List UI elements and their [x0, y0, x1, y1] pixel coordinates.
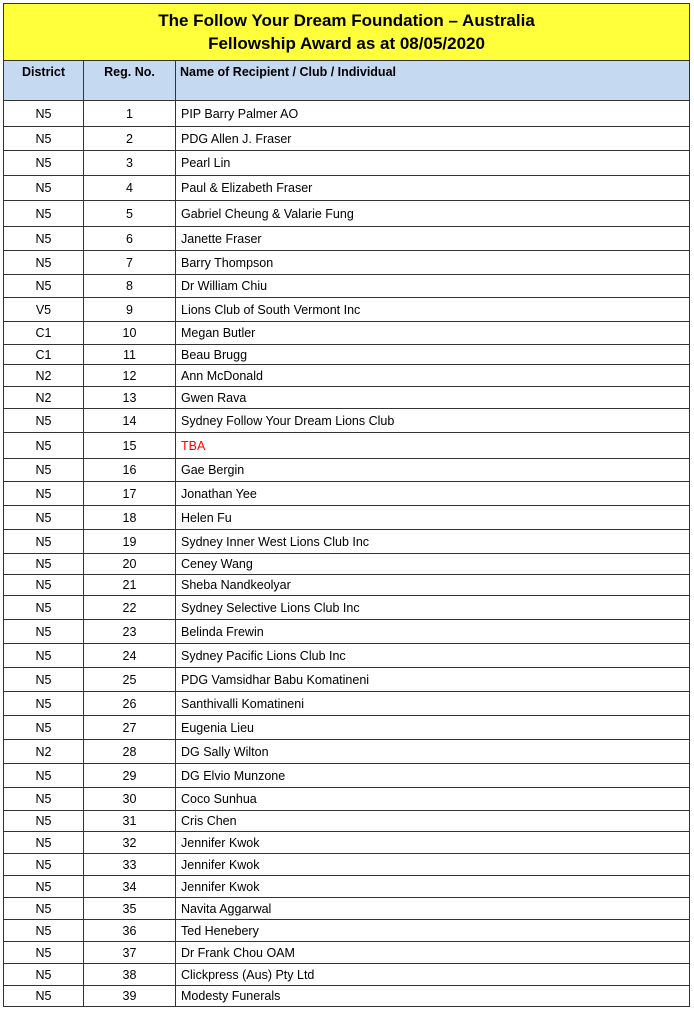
district-cell: N5 — [4, 716, 84, 740]
table-row — [4, 322, 690, 345]
district-cell: N5 — [4, 596, 84, 620]
recipient-name-cell: Sheba Nandkeolyar — [176, 575, 690, 596]
district-cell: N2 — [4, 365, 84, 387]
reg-no-cell: 23 — [84, 620, 176, 644]
reg-no-cell: 17 — [84, 482, 176, 506]
table-row — [4, 365, 690, 387]
table-row — [4, 575, 690, 596]
recipient-name-cell: Gae Bergin — [176, 459, 690, 482]
column-header-reg-no: Reg. No. — [84, 61, 176, 101]
table-row — [4, 740, 690, 764]
recipient-name-cell: DG Elvio Munzone — [176, 764, 690, 788]
table-row — [4, 151, 690, 176]
district-cell: N5 — [4, 620, 84, 644]
reg-no-cell: 3 — [84, 151, 176, 176]
reg-no-cell: 39 — [84, 986, 176, 1007]
reg-no-cell: 7 — [84, 251, 176, 275]
recipient-name-cell: Helen Fu — [176, 506, 690, 530]
table-row — [4, 811, 690, 832]
district-cell: N5 — [4, 251, 84, 275]
recipient-name-cell: Gabriel Cheung & Valarie Fung — [176, 201, 690, 227]
table-row — [4, 554, 690, 575]
sheet-title — [4, 4, 690, 61]
table-row — [4, 101, 690, 127]
table-row — [4, 964, 690, 986]
reg-no-cell: 21 — [84, 575, 176, 596]
reg-no-cell: 35 — [84, 898, 176, 920]
recipient-name-cell: Belinda Frewin — [176, 620, 690, 644]
reg-no-cell: 6 — [84, 227, 176, 251]
district-cell: N5 — [4, 644, 84, 668]
recipient-name-cell: Ceney Wang — [176, 554, 690, 575]
district-cell: N5 — [4, 554, 84, 575]
table-row — [4, 788, 690, 811]
table-row — [4, 298, 690, 322]
table-body — [4, 101, 690, 1007]
recipient-name-cell: Sydney Pacific Lions Club Inc — [176, 644, 690, 668]
table-row — [4, 275, 690, 298]
district-cell: N5 — [4, 433, 84, 459]
table-row — [4, 433, 690, 459]
table-row — [4, 854, 690, 876]
reg-no-cell: 18 — [84, 506, 176, 530]
recipient-name-cell: Sydney Selective Lions Club Inc — [176, 596, 690, 620]
reg-no-cell: 26 — [84, 692, 176, 716]
district-cell: N5 — [4, 920, 84, 942]
district-cell: N2 — [4, 387, 84, 409]
title-line-1: The Follow Your Dream Foundation – Australia — [158, 11, 535, 30]
recipient-name-cell: PDG Vamsidhar Babu Komatineni — [176, 668, 690, 692]
reg-no-cell: 31 — [84, 811, 176, 832]
district-cell: N5 — [4, 986, 84, 1007]
reg-no-cell: 32 — [84, 832, 176, 854]
recipient-name-cell: Megan Butler — [176, 322, 690, 345]
table-row — [4, 409, 690, 433]
table-row — [4, 387, 690, 409]
table-row — [4, 620, 690, 644]
reg-no-cell: 10 — [84, 322, 176, 345]
district-cell: N5 — [4, 788, 84, 811]
recipient-name-cell: Navita Aggarwal — [176, 898, 690, 920]
reg-no-cell: 16 — [84, 459, 176, 482]
recipient-name-cell: Janette Fraser — [176, 227, 690, 251]
fellowship-award-sheet — [3, 3, 689, 1007]
recipient-name-cell: Ted Henebery — [176, 920, 690, 942]
recipient-name-cell: TBA — [176, 433, 690, 459]
table-row — [4, 942, 690, 964]
recipient-name-cell: Coco Sunhua — [176, 788, 690, 811]
table-row — [4, 482, 690, 506]
reg-no-cell: 4 — [84, 176, 176, 201]
table-row — [4, 764, 690, 788]
recipient-name-cell: Lions Club of South Vermont Inc — [176, 298, 690, 322]
table-row — [4, 596, 690, 620]
district-cell: C1 — [4, 322, 84, 345]
recipient-name-cell: Jonathan Yee — [176, 482, 690, 506]
table-row — [4, 227, 690, 251]
reg-no-cell: 34 — [84, 876, 176, 898]
district-cell: N5 — [4, 942, 84, 964]
district-cell: N5 — [4, 409, 84, 433]
recipient-name-cell: Jennifer Kwok — [176, 832, 690, 854]
recipient-name-cell: Barry Thompson — [176, 251, 690, 275]
recipient-name-cell: Sydney Inner West Lions Club Inc — [176, 530, 690, 554]
district-cell: N5 — [4, 832, 84, 854]
table-row — [4, 127, 690, 151]
table-row — [4, 506, 690, 530]
reg-no-cell: 30 — [84, 788, 176, 811]
reg-no-cell: 8 — [84, 275, 176, 298]
recipient-name-cell: Cris Chen — [176, 811, 690, 832]
reg-no-cell: 13 — [84, 387, 176, 409]
district-cell: N5 — [4, 127, 84, 151]
recipient-name-cell: Clickpress (Aus) Pty Ltd — [176, 964, 690, 986]
table-row — [4, 644, 690, 668]
column-header-district: District — [4, 61, 84, 101]
table-row — [4, 530, 690, 554]
table-row — [4, 832, 690, 854]
district-cell: N5 — [4, 898, 84, 920]
table-row — [4, 459, 690, 482]
recipient-name-cell: Ann McDonald — [176, 365, 690, 387]
reg-no-cell: 19 — [84, 530, 176, 554]
district-cell: N5 — [4, 668, 84, 692]
reg-no-cell: 12 — [84, 365, 176, 387]
table-row — [4, 176, 690, 201]
table-row — [4, 876, 690, 898]
district-cell: N5 — [4, 459, 84, 482]
district-cell: N2 — [4, 740, 84, 764]
column-header-name: Name of Recipient / Club / Individual — [176, 61, 690, 101]
recipient-name-cell: Pearl Lin — [176, 151, 690, 176]
reg-no-cell: 27 — [84, 716, 176, 740]
district-cell: N5 — [4, 275, 84, 298]
reg-no-cell: 22 — [84, 596, 176, 620]
recipient-name-cell: Modesty Funerals — [176, 986, 690, 1007]
district-cell: N5 — [4, 201, 84, 227]
reg-no-cell: 33 — [84, 854, 176, 876]
reg-no-cell: 38 — [84, 964, 176, 986]
recipient-name-cell: Jennifer Kwok — [176, 876, 690, 898]
district-cell: N5 — [4, 506, 84, 530]
table-row — [4, 898, 690, 920]
district-cell: N5 — [4, 692, 84, 716]
recipient-name-cell: PIP Barry Palmer AO — [176, 101, 690, 127]
table-row — [4, 345, 690, 365]
district-cell: N5 — [4, 482, 84, 506]
recipient-name-cell: PDG Allen J. Fraser — [176, 127, 690, 151]
district-cell: N5 — [4, 151, 84, 176]
title-row — [4, 4, 690, 61]
reg-no-cell: 11 — [84, 345, 176, 365]
reg-no-cell: 37 — [84, 942, 176, 964]
recipient-name-cell: Gwen Rava — [176, 387, 690, 409]
reg-no-cell: 25 — [84, 668, 176, 692]
table-row — [4, 201, 690, 227]
reg-no-cell: 5 — [84, 201, 176, 227]
header-row — [4, 61, 690, 101]
district-cell: N5 — [4, 101, 84, 127]
recipient-name-cell: Dr William Chiu — [176, 275, 690, 298]
district-cell: N5 — [4, 176, 84, 201]
table-row — [4, 251, 690, 275]
reg-no-cell: 14 — [84, 409, 176, 433]
recipient-name-cell: Paul & Elizabeth Fraser — [176, 176, 690, 201]
title-line-2: Fellowship Award as at 08/05/2020 — [208, 34, 485, 53]
recipient-name-cell: Sydney Follow Your Dream Lions Club — [176, 409, 690, 433]
district-cell: N5 — [4, 227, 84, 251]
recipient-name-cell: Dr Frank Chou OAM — [176, 942, 690, 964]
reg-no-cell: 2 — [84, 127, 176, 151]
reg-no-cell: 20 — [84, 554, 176, 575]
recipient-name-cell: Santhivalli Komatineni — [176, 692, 690, 716]
recipient-name-cell: DG Sally Wilton — [176, 740, 690, 764]
reg-no-cell: 36 — [84, 920, 176, 942]
recipient-name-cell: Jennifer Kwok — [176, 854, 690, 876]
district-cell: N5 — [4, 575, 84, 596]
reg-no-cell: 24 — [84, 644, 176, 668]
table-row — [4, 692, 690, 716]
table-row — [4, 986, 690, 1007]
district-cell: N5 — [4, 764, 84, 788]
district-cell: N5 — [4, 854, 84, 876]
table-row — [4, 668, 690, 692]
district-cell: N5 — [4, 811, 84, 832]
district-cell: N5 — [4, 964, 84, 986]
district-cell: C1 — [4, 345, 84, 365]
reg-no-cell: 1 — [84, 101, 176, 127]
reg-no-cell: 9 — [84, 298, 176, 322]
district-cell: N5 — [4, 530, 84, 554]
reg-no-cell: 15 — [84, 433, 176, 459]
recipient-name-cell: Eugenia Lieu — [176, 716, 690, 740]
reg-no-cell: 28 — [84, 740, 176, 764]
fellowship-table — [3, 3, 690, 1007]
district-cell: N5 — [4, 876, 84, 898]
recipient-name-cell: Beau Brugg — [176, 345, 690, 365]
table-row — [4, 920, 690, 942]
district-cell: V5 — [4, 298, 84, 322]
table-row — [4, 716, 690, 740]
reg-no-cell: 29 — [84, 764, 176, 788]
